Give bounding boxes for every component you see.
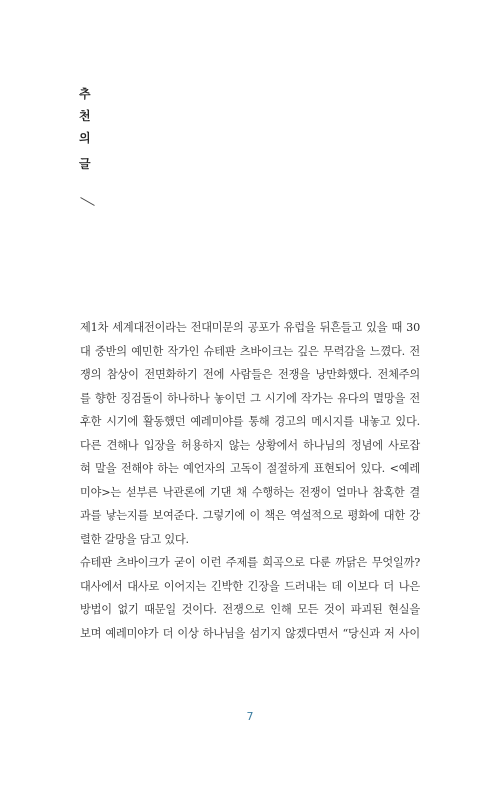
text-line: 대사에서 대사로 이어지는 긴박한 긴장을 드러내는 데 이보다 더 나은 <box>80 579 420 593</box>
text-line: 방법이 없기 때문일 것이다. 전쟁으로 인해 모든 것이 파괴된 현실을 <box>80 603 420 616</box>
text-line: 과를 낳는지를 보여준다. 그렇기에 이 책은 역설적으로 평화에 대한 강 <box>80 509 420 522</box>
text-line: 다른 견해나 입장을 허용하지 않는 상황에서 하나님의 정념에 사로잡 <box>80 438 420 452</box>
text-line: 슈테판 츠바이크가 굳이 이런 주제를 희곡으로 다룬 까닭은 무엇일까? <box>80 556 420 569</box>
page-number: 7 <box>246 710 254 723</box>
heading-char: 추 <box>79 87 91 101</box>
section-heading-vertical <box>79 88 99 180</box>
text-line: 혀 말을 전해야 하는 예언자의 고독이 절절하게 표현되어 있다. <예레 <box>80 462 420 475</box>
heading-char: 의 <box>79 131 91 145</box>
text-line: 미야>는 섣부른 낙관론에 기댄 채 수행하는 전쟁이 얼마나 참혹한 결 <box>80 485 420 499</box>
text-line: 렬한 갈망을 담고 있다. <box>80 532 189 546</box>
heading-char: 천 <box>79 109 91 123</box>
body-text <box>80 316 420 645</box>
text-line: 보며 예레미야가 더 이상 하나님을 섬기지 않겠다면서 “당신과 저 사이 <box>80 626 420 640</box>
heading-rule-icon <box>80 197 95 206</box>
text-line: 대 중반의 예민한 작가인 슈테판 츠바이크는 깊은 무력감을 느꼈다. 전 <box>80 344 420 358</box>
text-line: 제1차 세계대전이라는 전대미문의 공포가 유럽을 뒤흔들고 있을 때 30 <box>80 321 420 334</box>
text-line: 후한 시기에 활동했던 예레미야를 통해 경고의 메시지를 내놓고 있다. <box>80 415 420 428</box>
heading-char: 글 <box>79 157 91 171</box>
text-line: 를 향한 징검돌이 하나하나 놓이던 그 시기에 작가는 유다의 멸망을 전 <box>80 391 420 405</box>
text-line: 쟁의 참상이 전면화하기 전에 사람들은 전쟁을 낭만화했다. 전체주의 <box>80 368 420 381</box>
